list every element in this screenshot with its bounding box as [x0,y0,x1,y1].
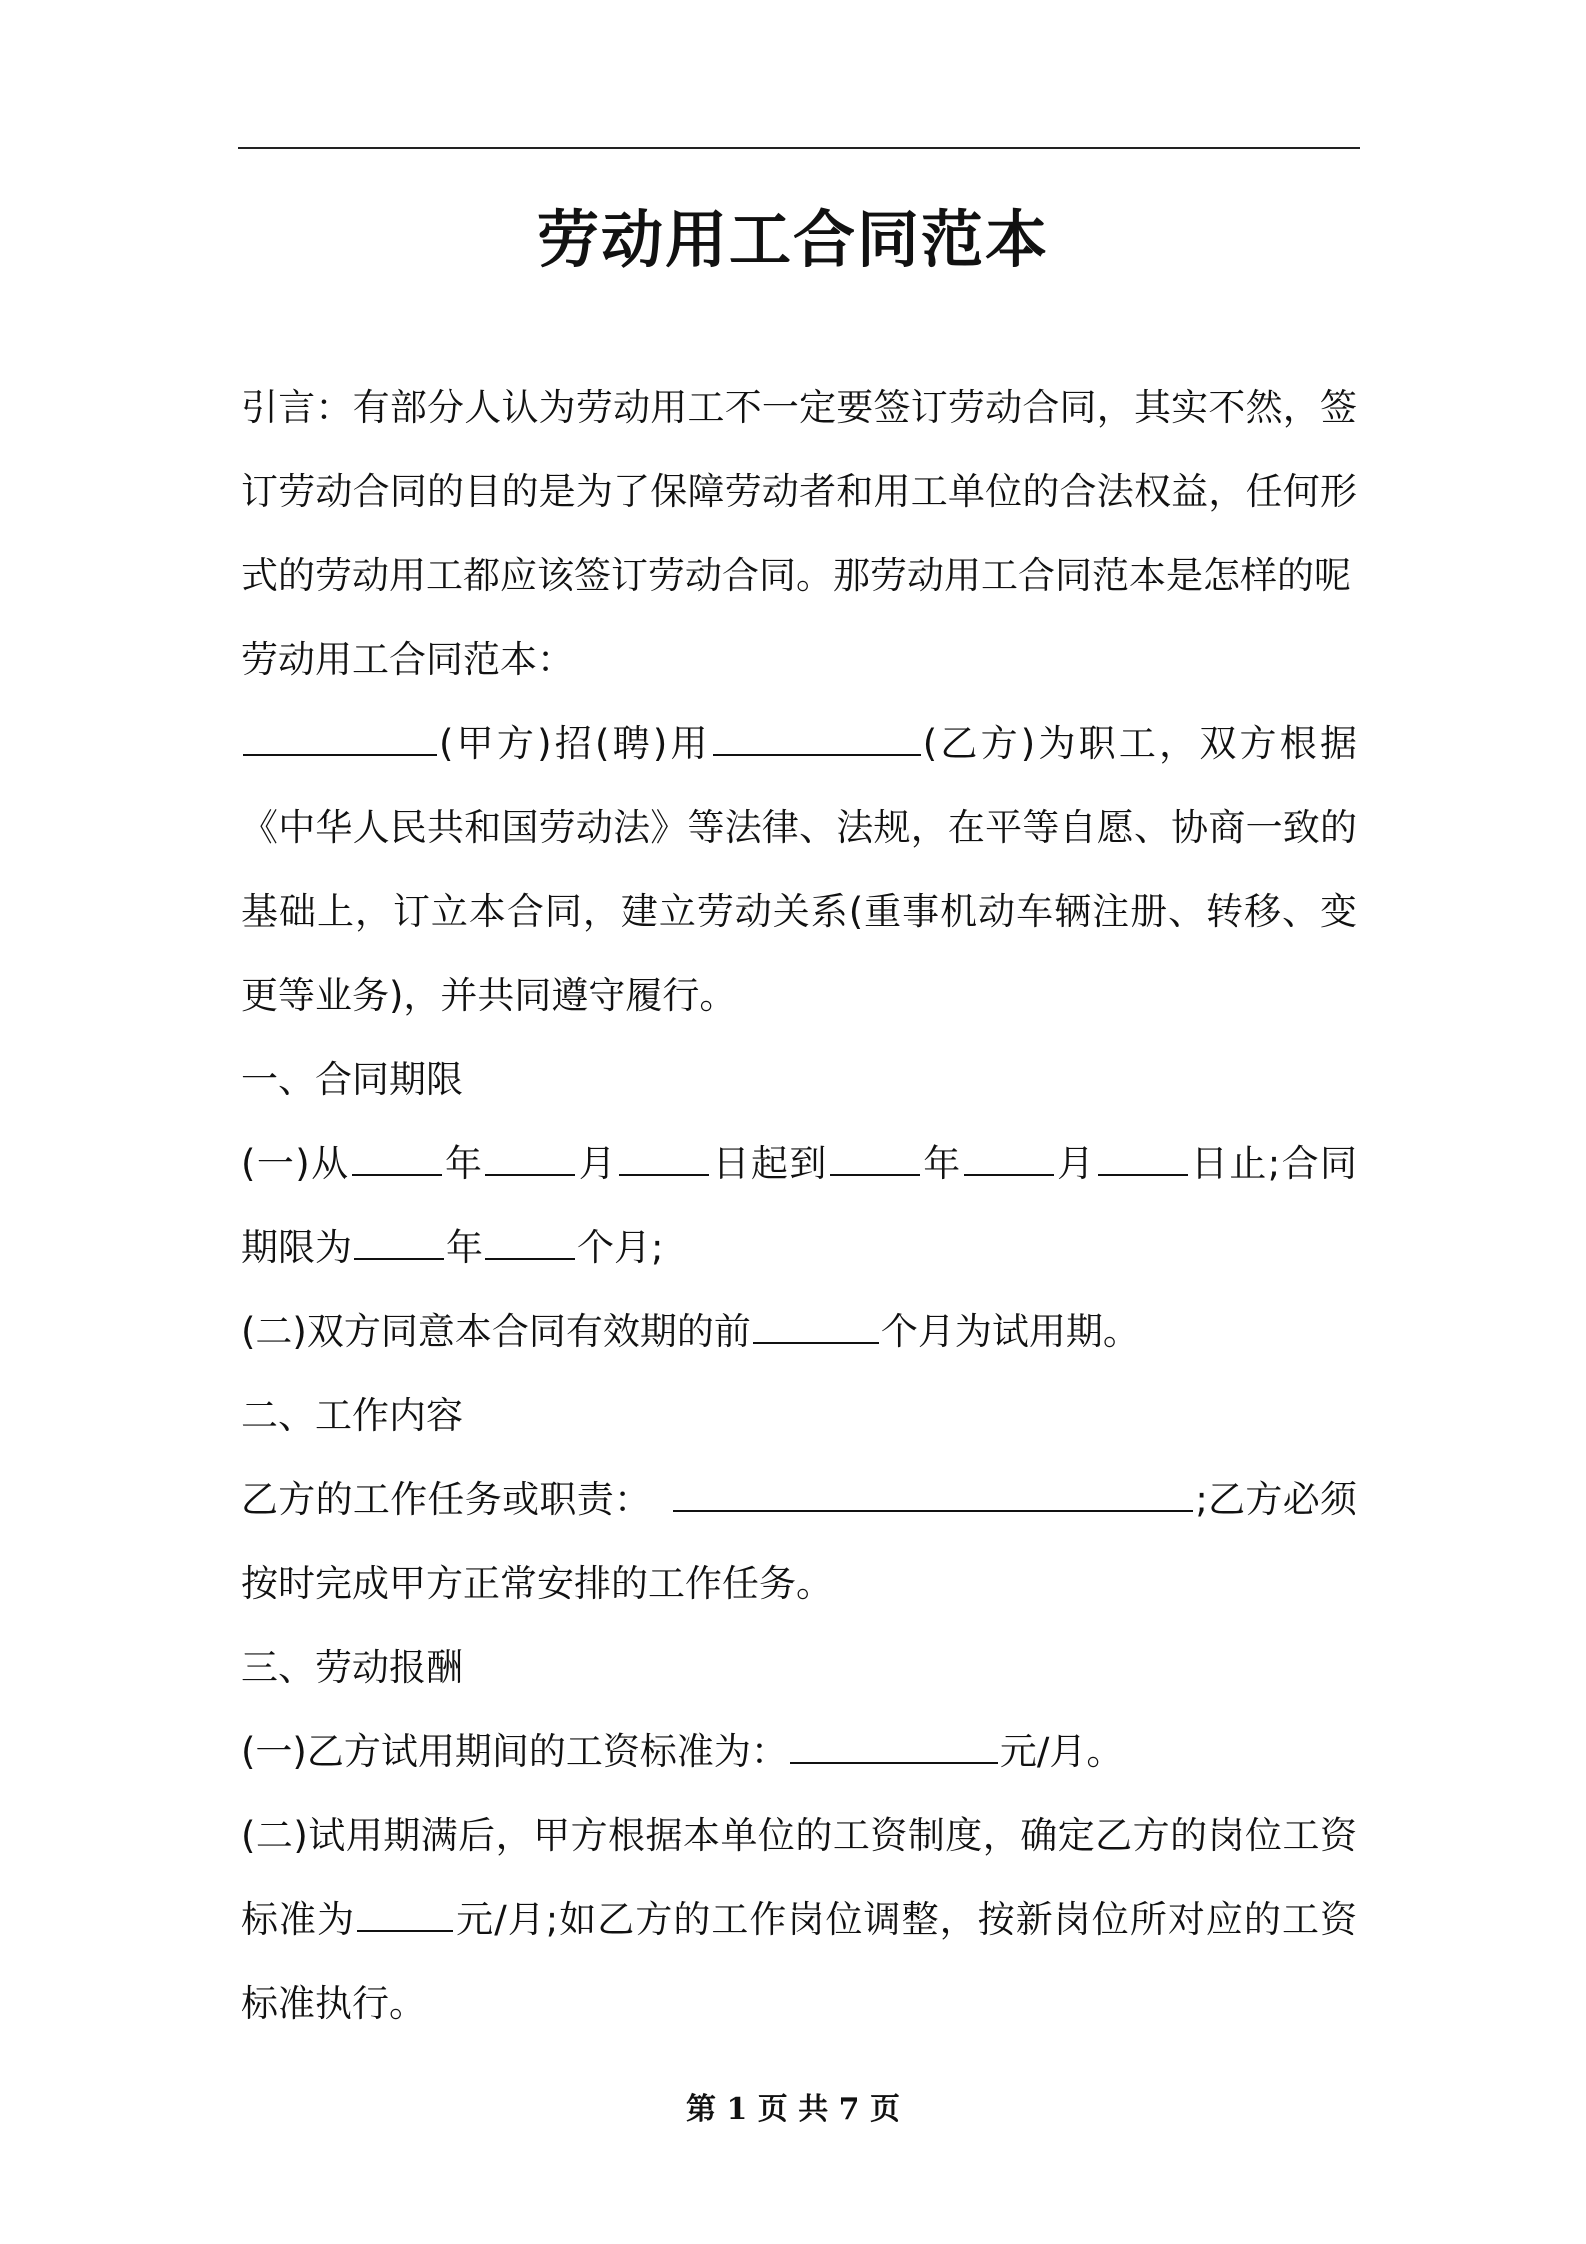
post-wage-blank[interactable] [357,1900,453,1932]
duties-suffix: ;乙方必须按时完成甲方正常安排的工作任务。 [241,1478,1358,1605]
months-label: 个月; [577,1226,664,1269]
probation-label: (二)双方同意本合同有效期的前 [241,1310,751,1353]
section1-heading: 一、合同期限 [241,1058,463,1101]
section3-heading: 三、劳动报酬 [241,1646,463,1689]
header-rule [238,147,1360,149]
probation-months-blank[interactable] [753,1312,879,1344]
section1-item1 [241,1122,1357,1290]
probation-wage-label: (一)乙方试用期间的工资标准为： [241,1730,788,1773]
month-label: 月 [577,1142,618,1185]
intro-lead: 劳动用工合同范本： [241,638,574,681]
year-label: 年 [921,1142,962,1185]
term-length-label: 日止;合同期限为 [241,1142,1358,1269]
term-years-blank[interactable] [354,1228,444,1260]
term-months-blank[interactable] [485,1228,575,1260]
start-month-blank[interactable] [485,1144,575,1176]
month-label: 月 [1055,1142,1096,1185]
section2-paragraph [241,1458,1357,1626]
intro-paragraph: 引言：有部分人认为劳动用工不一定要签订劳动合同，其实不然，签订劳动合同的目的是为了保障劳动者和用工单位的合法权益，任何形式的劳动用工都应该签订劳动合同。那劳动用工合同范本是怎样的呢 [241,386,1357,597]
preamble-paragraph [241,702,1357,1038]
employer-name-blank[interactable] [243,724,437,756]
start-year-blank[interactable] [352,1144,442,1176]
section2-heading: 二、工作内容 [241,1394,463,1437]
post-wage-suffix: 元/月;如乙方的工作岗位调整，按新岗位所对应的工资标准执行。 [241,1898,1358,2025]
section3-item2 [241,1794,1357,2046]
preamble-text-b: (乙方)为职工，双方根据《中华人民共和国劳动法》等法律、法规，在平等自愿、协商一致的基础上，订立本合同，建立劳动关系(重事机动车辆注册、转移、变更等业务)，并共同遵守履行。 [241,722,1357,1017]
end-year-blank[interactable] [830,1144,920,1176]
start-day-blank[interactable] [619,1144,709,1176]
post-wage-label: (二)试用期满后，甲方根据本单位的工资制度，确定乙方的岗位工资标准为 [241,1814,1357,1941]
document-body [241,366,1357,2046]
year-label: 年 [443,1142,484,1185]
wage-unit: 元/月。 [999,1730,1124,1773]
day-to-label: 日起到 [711,1142,828,1185]
duties-label: 乙方的工作任务或职责： [241,1478,652,1521]
page-number: 第 1 页 共 7 页 [686,2092,900,2127]
year-label: 年 [446,1226,483,1269]
document-title: 劳动用工合同范本 [536,203,1049,276]
probation-suffix: 个月为试用期。 [880,1310,1140,1353]
end-month-blank[interactable] [964,1144,1054,1176]
section3-item1 [241,1710,1357,1794]
employee-name-blank[interactable] [713,724,921,756]
preamble-text-a: (甲方)招(聘)用 [439,722,711,765]
probation-wage-blank[interactable] [790,1732,998,1764]
end-day-blank[interactable] [1098,1144,1188,1176]
section1-item2 [241,1290,1357,1374]
duties-blank[interactable] [673,1480,1193,1512]
term-from-label: (一)从 [241,1142,350,1185]
